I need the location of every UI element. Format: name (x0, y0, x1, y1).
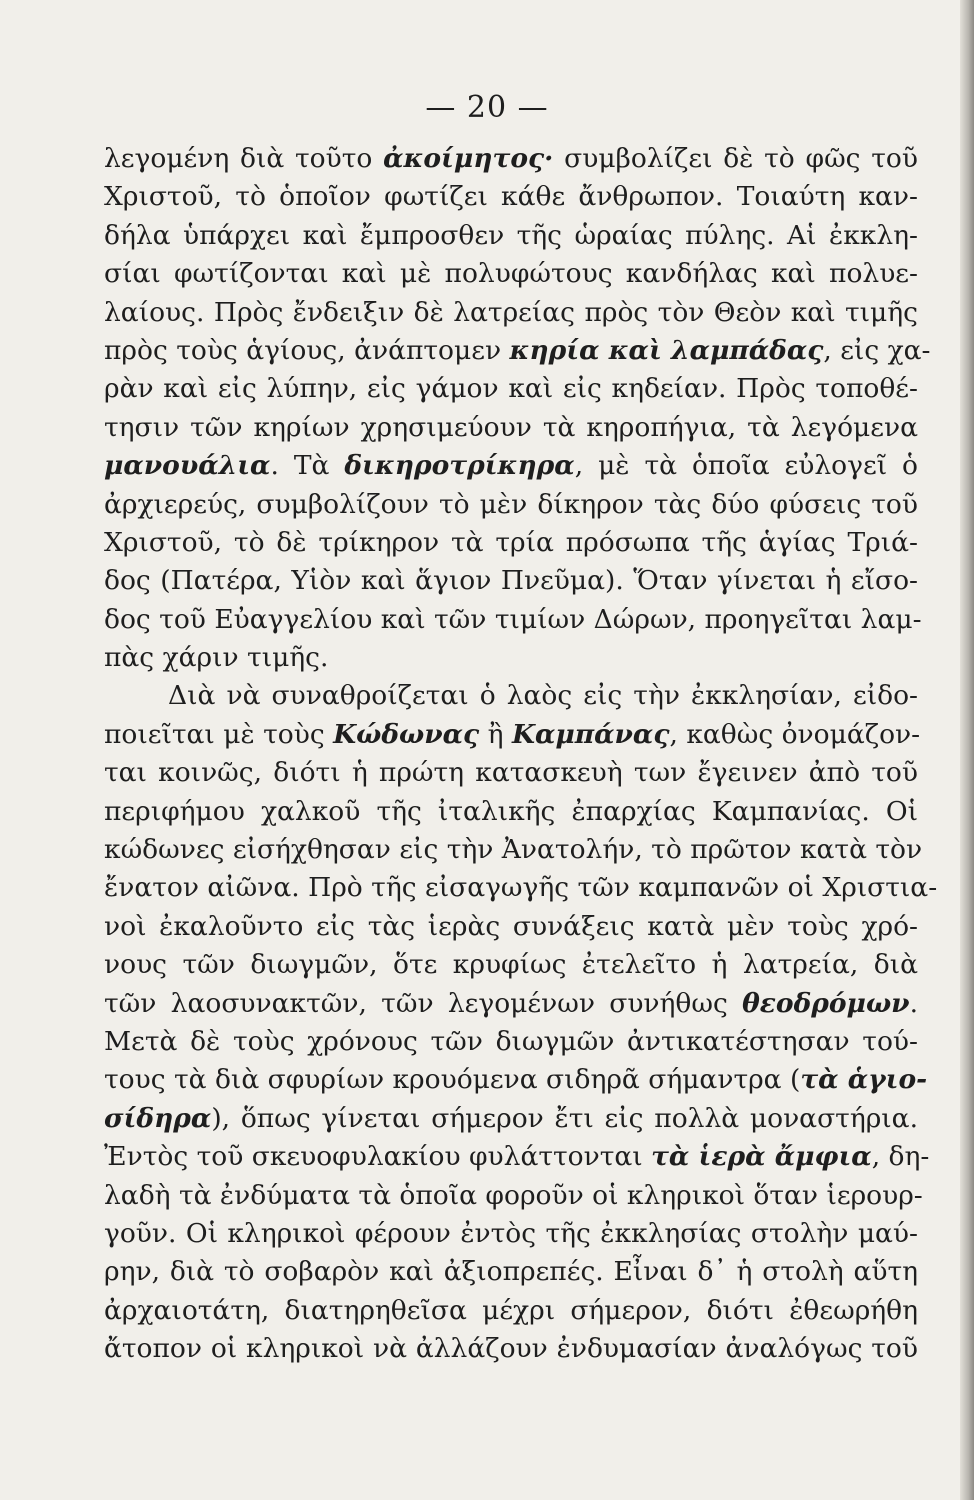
text-line: νους τῶν διωγμῶν, ὅτε κρυφίως ἐτελεῖτο ἡ λατρεία, διὰ (104, 949, 918, 981)
text-line: δος (Πατέρα, Υἱὸν καὶ ἅγιον Πνεῦμα). Ὅταν γίνεται ἡ εἴσο- (104, 565, 918, 597)
text-line: ἄτοπον οἱ κληρικοὶ νὰ ἀλλάζουν ἐνδυμασίαν ἀναλόγως τοῦ (104, 1333, 918, 1365)
text-line: Ἐντὸς τοῦ σκευοφυλακίου φυλάττονται τὰ ἱερὰ ἄμφια, δη- (104, 1141, 930, 1173)
text-line: δος τοῦ Εὐαγγελίου καὶ τῶν τιμίων Δώρων, προηγεῖται λαμ- (104, 603, 922, 635)
page-number: — 20 — (425, 90, 549, 125)
text-line: Μετὰ δὲ τοὺς χρόνους τῶν διωγμῶν ἀντικατέστησαν τού- (104, 1025, 918, 1057)
text-line: πρὸς τοὺς ἁγίους, ἀνάπτομεν κηρία καὶ λαμπάδας, εἰς χα- (104, 334, 931, 366)
text-line: ποιεῖται μὲ τοὺς Κώδωνας ἢ Καμπάνας, καθὼς ὀνομάζον- (104, 718, 921, 750)
text-line: Διὰ νὰ συναθροίζεται ὁ λαὸς εἰς τὴν ἐκκλησίαν, εἰδο- (168, 680, 918, 712)
emphasized-term: κηρία καὶ λαμπάδας (509, 334, 824, 366)
text-line: ται κοινῶς, διότι ἡ πρώτη κατασκευὴ των ἔγεινεν ἀπὸ τοῦ (104, 757, 918, 789)
text-line: λαδὴ τὰ ἐνδύματα τὰ ὁποῖα φοροῦν οἱ κληρικοὶ ὅταν ἱερουρ- (104, 1179, 923, 1211)
text-line: γοῦν. Οἱ κληρικοὶ φέρουν ἐντὸς τῆς ἐκκλησίας στολὴν μαύ- (104, 1217, 918, 1249)
text-line: ρην, διὰ τὸ σοβαρὸν καὶ ἀξιοπρεπές. Εἶναι δ᾿ ἡ στολὴ αὕτη (104, 1256, 918, 1288)
text-line: πὰς χάριν τιμῆς. (104, 642, 329, 674)
emphasized-term: θεοδρόμων (742, 987, 910, 1019)
text-line: λαίους. Πρὸς ἔνδειξιν δὲ λατρείας πρὸς τὸν Θεὸν καὶ τιμῆς (104, 296, 918, 328)
text-line: μανουάλια. Τὰ δικηροτρίκηρα, μὲ τὰ ὁποῖα εὐλογεῖ ὁ (104, 450, 918, 482)
text-line: Χριστοῦ, τὸ ὁποῖον φωτίζει κάθε ἄνθρωπον. Τοιαύτη καν- (104, 181, 918, 213)
text-line: ἔνατον αἰῶνα. Πρὸ τῆς εἰσαγωγῆς τῶν καμπανῶν οἱ Χριστια- (104, 872, 938, 904)
text-line: σίδηρα), ὅπως γίνεται σήμερον ἔτι εἰς πολλὰ μοναστήρια. (104, 1102, 918, 1134)
text-line: τους τὰ διὰ σφυρίων κρουόμενα σιδηρᾶ σήμαντρα (τὰ ἁγιο- (104, 1064, 928, 1096)
emphasized-term: ἀκοίμητος· (383, 143, 554, 174)
text-line: περιφήμου χαλκοῦ τῆς ἰταλικῆς ἐπαρχίας Καμπανίας. Οἱ (104, 795, 918, 827)
text-line: ἀρχαιοτάτη, διατηρηθεῖσα μέχρι σήμερον, διότι ἐθεωρήθη (104, 1294, 918, 1326)
emphasized-term: Κώδωνας (333, 718, 480, 750)
text-line: σίαι φωτίζονται καὶ μὲ πολυφώτους κανδήλας καὶ πολυε- (104, 258, 918, 290)
text-line: δήλα ὑπάρχει καὶ ἔμπροσθεν τῆς ὡραίας πύλης. Αἱ ἐκκλη- (104, 219, 918, 251)
text-line: κώδωνες εἰσήχθησαν εἰς τὴν Ἀνατολήν, τὸ πρῶτον κατὰ τὸν (104, 834, 923, 866)
emphasized-term: τὰ ἱερὰ ἄμφια (651, 1141, 872, 1173)
emphasized-term: μανουάλια (104, 450, 271, 482)
emphasized-term: σίδηρα (104, 1102, 212, 1134)
emphasized-term: τὰ ἁγιο- (800, 1064, 928, 1096)
page-edge-shadow (960, 0, 974, 1500)
body-text (104, 140, 938, 1369)
text-line: τησιν τῶν κηρίων χρησιμεύουν τὰ κηροπήγια, τὰ λεγόμενα (104, 411, 918, 443)
text-line: ἀρχιερεύς, συμβολίζουν τὸ μὲν δίκηρον τὰς δύο φύσεις τοῦ (104, 488, 918, 520)
text-line: λεγομένη διὰ τοῦτο ἀκοίμητος· συμβολίζει δὲ τὸ φῶς τοῦ (104, 143, 918, 174)
emphasized-term: δικηροτρίκηρα (344, 450, 575, 482)
text-line: ρὰν καὶ εἰς λύπην, εἰς γάμον καὶ εἰς κηδείαν. Πρὸς τοποθέ- (104, 373, 918, 405)
text-line: Χριστοῦ, τὸ δὲ τρίκηρον τὰ τρία πρόσωπα τῆς ἁγίας Τριά- (104, 526, 918, 558)
text-line: τῶν λαοσυνακτῶν, τῶν λεγομένων συνήθως θεοδρόμων. (104, 987, 918, 1019)
emphasized-term: Καμπάνας (511, 718, 670, 750)
text-line: νοὶ ἐκαλοῦντο εἰς τὰς ἱερὰς συνάξεις κατὰ μὲν τοὺς χρό- (104, 910, 918, 942)
